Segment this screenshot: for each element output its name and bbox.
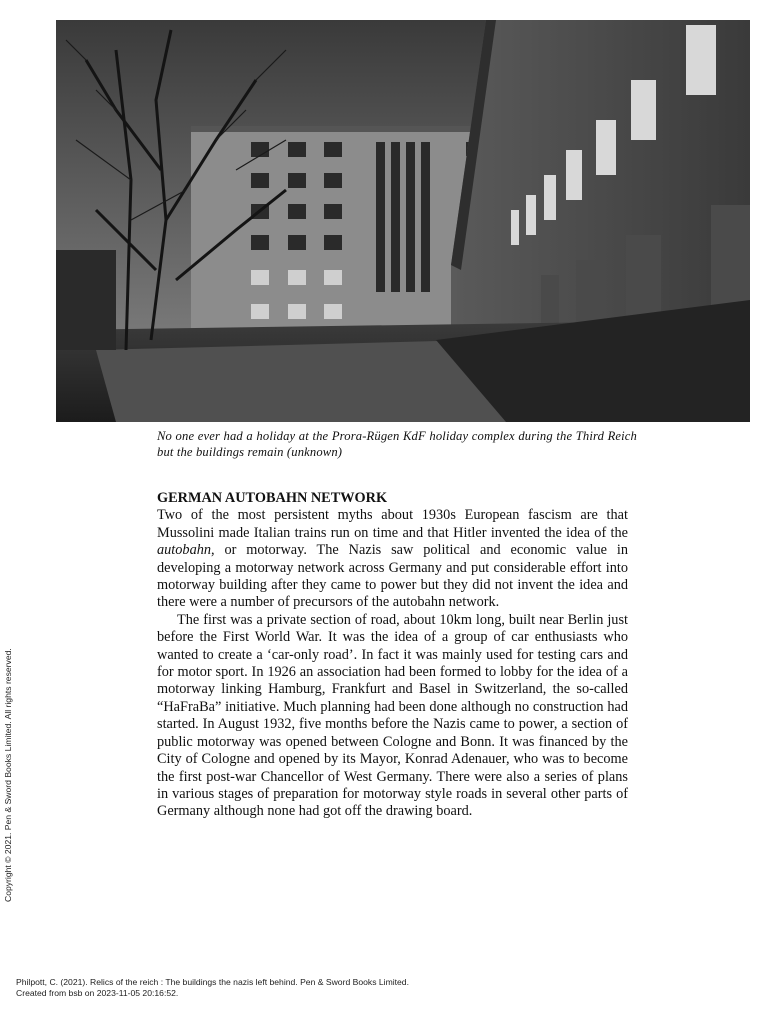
paragraph-1-start: Two of the most persistent myths about 1930s European fascism are that Mussolini made Italian trains run on time and that Hitler invented the idea of the [157,507,628,541]
section-autobahn [157,490,628,821]
section-heading: GERMAN AUTOBAHN NETWORK [157,490,388,506]
photo-icon [56,20,750,422]
paragraph-1-italic: autobahn [157,542,212,559]
citation-footer [16,977,409,998]
photo-prora-complex [56,20,750,422]
created-line: Created from bsb on 2023-11-05 20:16:52. [16,987,179,998]
paragraph-1-end: , or motorway. The Nazis saw political and economic value in developing a motorway network across Germany and put considerable effort into motorway building after they came to power but they did not invent the idea and there were a number of precursors of the autobahn network. [157,542,628,611]
photo-caption: No one ever had a holiday at the Prora-Rügen KdF holiday complex during the Third Reich but the buildings remain (unknown) [157,429,637,459]
copyright-notice: Copyright © 2021. Pen & Sword Books Limited. All rights reserved. [3,648,13,902]
citation-line: Philpott, C. (2021). Relics of the reich : The buildings the nazis left behind. Pen & Sword Books Limited. [16,977,409,987]
paragraph-1 [157,507,628,611]
paragraph-2: The first was a private section of road, about 10km long, built near Berlin just before the First World War. It was the idea of a group of car enthusiasts who wanted to create a ‘car-only road’. In fact it was mainly used for testing cars and for motor sport. In 1926 an association had been formed to lobby for the idea of a motorway linking Hamburg, Frankfurt and Basel in Switzerland, the so-called “HaFraBa” initiative. Much planning had been done although no construction had started. In August 1932, five months before the Nazis came to power, a section of public motorway was opened between Cologne and Bonn. It was financed by the City of Cologne and opened by its Mayor, Konrad Adenauer, who was to become the first post-war Chancellor of West Germany. There were also a series of plans in various stages of preparation for motorway style roads in several other parts of Germany although none had got off the drawing board. [157,611,628,820]
